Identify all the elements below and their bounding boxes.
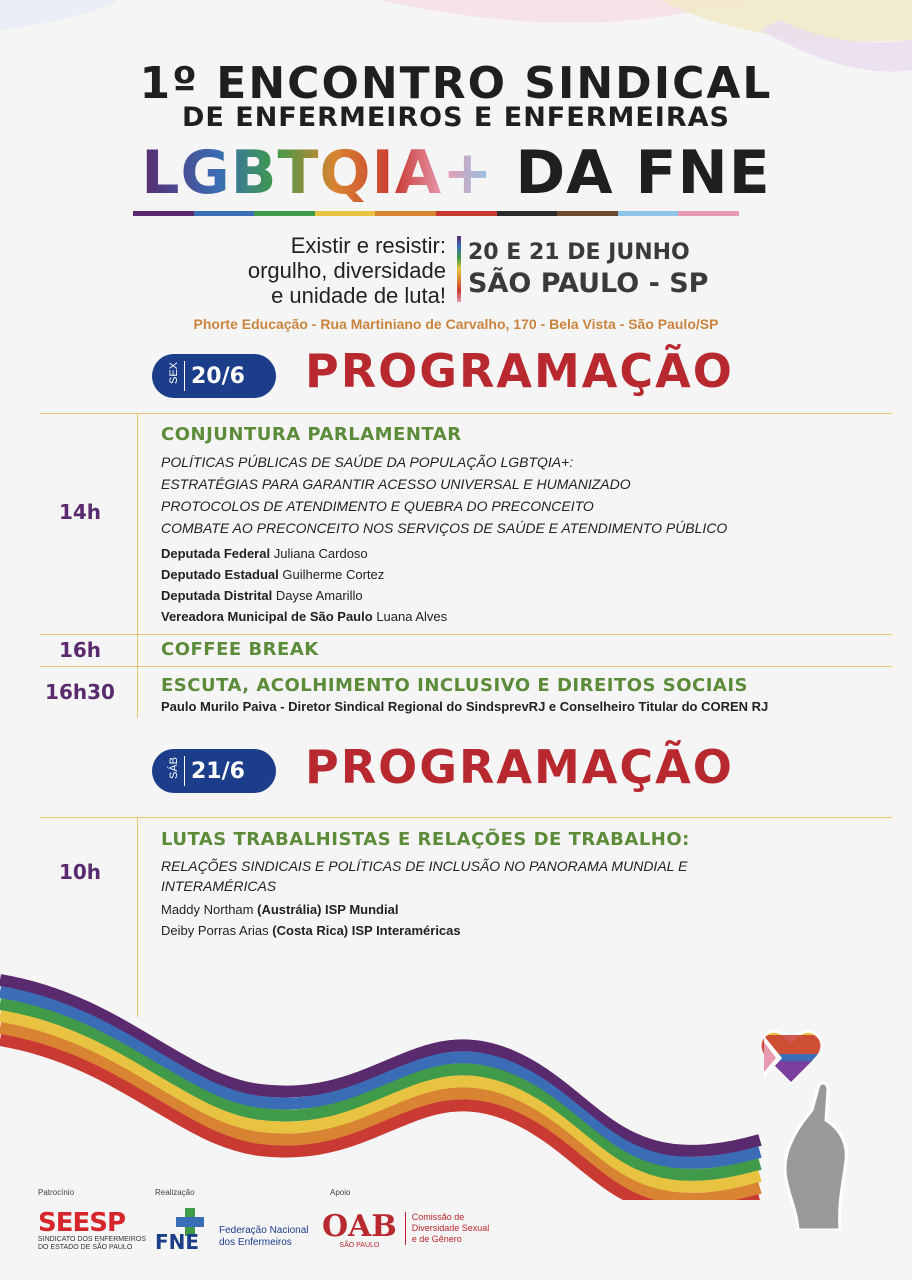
fne-name: dos Enfermeiros	[219, 1237, 292, 1248]
title-line-2: DE ENFERMEIROS E ENFERMEIRAS	[182, 102, 730, 133]
speaker	[161, 544, 368, 564]
oab-logo	[322, 1209, 490, 1249]
divider	[40, 413, 892, 414]
slogan-line: orgulho, diversidade	[247, 258, 446, 283]
seesp-sub: SINDICATO DOS ENFERMEIROS	[38, 1236, 146, 1243]
speaker-name: Maddy Northam	[161, 902, 254, 917]
day1-date: 20/6	[191, 363, 245, 389]
speaker-org: (Costa Rica) ISP Interaméricas	[272, 923, 461, 938]
fne-name: Federação Nacional	[219, 1225, 309, 1236]
speaker-role: Vereadora Municipal de São Paulo	[161, 609, 373, 624]
session-time: 14h	[58, 500, 102, 524]
patrocinio-label: Patrocínio	[38, 1188, 75, 1197]
oab-comissao-line: Diversidade Sexual	[411, 1223, 490, 1233]
event-city: SÃO PAULO - SP	[468, 268, 709, 299]
seesp-logo-text: SEESP	[38, 1208, 126, 1238]
speaker: Paulo Murilo Paiva - Diretor Sindical Regional do SindsprevRJ e Conselheiro Titular do COREN RJ	[161, 699, 769, 714]
oab-comissao-line: e de Gênero	[411, 1234, 462, 1244]
time-column-divider	[137, 413, 138, 718]
session-time: 16h	[58, 638, 102, 662]
session-time: 10h	[58, 860, 102, 884]
oab-sub: SÃO PAULO	[339, 1242, 380, 1249]
session-topic: POLÍTICAS PÚBLICAS DE SAÚDE DA POPULAÇÃO LGBTQIA+:	[161, 454, 574, 470]
session-heading: ESCUTA, ACOLHIMENTO INCLUSIVO E DIREITOS SOCIAIS	[161, 675, 749, 696]
speaker-name: Juliana Cardoso	[273, 546, 368, 561]
session-time: 16h30	[45, 680, 115, 704]
vertical-rainbow-bar	[457, 236, 461, 302]
seesp-logo	[38, 1210, 148, 1252]
apoio-label: Apoio	[330, 1188, 351, 1197]
divider	[40, 817, 892, 818]
day2-date: 21/6	[191, 758, 245, 784]
speaker-name: Guilherme Cortez	[282, 567, 385, 582]
da-fne-word: DA FNE	[515, 138, 771, 208]
event-address: Phorte Educação - Rua Martiniano de Carvalho, 170 - Bela Vista - São Paulo/SP	[193, 316, 719, 332]
pride-heart-icon	[760, 1028, 822, 1084]
title-line-3	[0, 138, 912, 208]
session-heading: CONJUNTURA PARLAMENTAR	[161, 424, 462, 445]
day2-programacao-title: PROGRAMAÇÃO	[305, 740, 734, 794]
hand-heart-gesture-image	[768, 1080, 868, 1230]
day1-weekday: SEX	[168, 361, 180, 384]
divider	[40, 634, 892, 635]
session-topic: INTERAMÉRICAS	[161, 878, 277, 894]
session-heading: COFFEE BREAK	[161, 639, 319, 660]
event-dates: 20 E 21 DE JUNHO	[468, 240, 690, 265]
speaker-role: Deputado Estadual	[161, 567, 279, 582]
speaker-name: Deiby Porras Arias	[161, 923, 269, 938]
day1-programacao-title: PROGRAMAÇÃO	[305, 344, 734, 398]
rainbow-strip	[133, 211, 739, 216]
speaker-role: Deputada Distrital	[161, 588, 273, 603]
session-topic: RELAÇÕES SINDICAIS E POLÍTICAS DE INCLUSÃO NO PANORAMA MUNDIAL E	[161, 858, 688, 874]
divider	[40, 666, 892, 667]
speaker	[161, 586, 363, 606]
title-line-1: 1º ENCONTRO SINDICAL	[139, 58, 773, 109]
oab-logo-text: OAB	[322, 1209, 397, 1244]
session-topic: ESTRATÉGIAS PARA GARANTIR ACESSO UNIVERSAL E HUMANIZADO	[161, 476, 631, 492]
speaker-name: Dayse Amarillo	[275, 588, 363, 603]
realizacao-label: Realização	[155, 1188, 195, 1197]
day2-date-badge	[152, 749, 276, 793]
fne-logo	[155, 1208, 309, 1252]
day2-weekday: SÁB	[168, 756, 180, 779]
session-topic: PROTOCOLOS DE ATENDIMENTO E QUEBRA DO PRECONCEITO	[161, 498, 594, 514]
speaker-org: (Austrália) ISP Mundial	[257, 902, 399, 917]
slogan-line: e unidade de luta!	[271, 283, 446, 308]
fne-logo-text: FNE	[155, 1230, 200, 1254]
speaker	[161, 565, 384, 585]
speaker	[161, 607, 447, 627]
session-topic: COMBATE AO PRECONCEITO NOS SERVIÇOS DE SAÚDE E ATENDIMENTO PÚBLICO	[161, 520, 728, 536]
speaker	[161, 900, 398, 920]
session-heading: LUTAS TRABALHISTAS E RELAÇÕES DE TRABALHO:	[161, 829, 690, 850]
oab-comissao-line: Comissão de	[411, 1212, 465, 1222]
day1-date-badge	[152, 354, 276, 398]
seesp-sub: DO ESTADO DE SÃO PAULO	[38, 1244, 133, 1251]
speaker-role: Deputada Federal	[161, 546, 271, 561]
slogan	[248, 233, 446, 308]
speaker	[161, 921, 461, 941]
speaker-name: Luana Alves	[376, 609, 448, 624]
slogan-line: Existir e resistir:	[290, 233, 446, 258]
lgbtqia-colored-word: LGBTQIA+	[141, 138, 494, 208]
